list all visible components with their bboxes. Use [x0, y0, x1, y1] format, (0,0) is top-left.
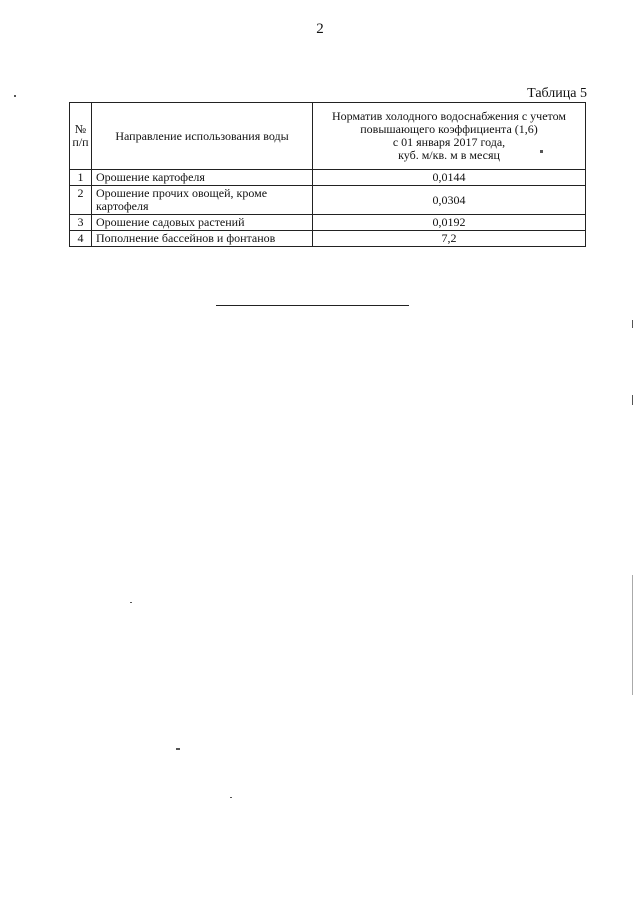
scan-speck — [230, 797, 232, 798]
header-number-line1: № — [74, 122, 87, 136]
row-value: 0,0304 — [313, 186, 586, 215]
table-row — [70, 186, 586, 215]
scan-speck — [632, 320, 633, 328]
header-norm — [313, 103, 586, 170]
scan-speck — [632, 575, 633, 695]
row-number: 2 — [70, 186, 92, 215]
table-row — [70, 231, 586, 247]
norms-table — [69, 102, 586, 247]
row-value: 0,0144 — [313, 170, 586, 186]
header-number-line2: п/п — [72, 135, 89, 149]
row-direction: Пополнение бассейнов и фонтанов — [92, 231, 313, 247]
header-norm-line3: с 01 января 2017 года, — [392, 135, 506, 149]
table-row — [70, 215, 586, 231]
header-number — [70, 103, 92, 170]
header-norm-line4: куб. м/кв. м в месяц — [398, 148, 500, 162]
row-value: 7,2 — [313, 231, 586, 247]
row-direction: Орошение прочих овощей, кроме картофеля — [92, 186, 313, 215]
scan-speck — [130, 602, 132, 603]
row-number: 1 — [70, 170, 92, 186]
header-direction: Направление использования воды — [92, 103, 313, 170]
table-header-row — [70, 103, 586, 170]
table-caption: Таблица 5 — [527, 86, 587, 101]
row-number: 4 — [70, 231, 92, 247]
row-number: 3 — [70, 215, 92, 231]
scan-speck — [540, 150, 543, 153]
page-number: 2 — [316, 21, 324, 37]
table-row — [70, 170, 586, 186]
end-of-document-line — [216, 305, 409, 306]
row-value: 0,0192 — [313, 215, 586, 231]
scan-speck — [14, 95, 16, 97]
row-direction: Орошение садовых растений — [92, 215, 313, 231]
scan-speck — [176, 748, 180, 750]
scan-speck — [632, 395, 633, 405]
header-norm-line2: повышающего коэффициента (1,6) — [360, 122, 538, 136]
row-direction: Орошение картофеля — [92, 170, 313, 186]
header-norm-line1: Норматив холодного водоснабжения с учетом — [331, 109, 566, 123]
